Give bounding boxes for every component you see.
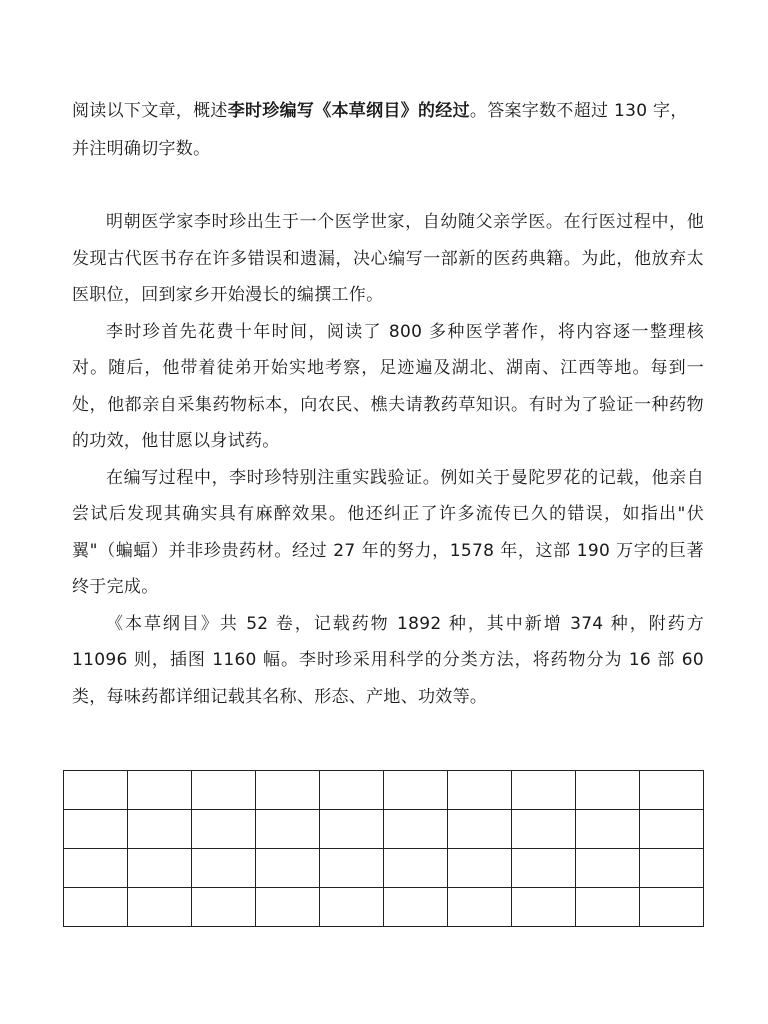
answer-grid-cell[interactable] (128, 888, 192, 927)
prompt-emphasis: 李时珍编写《本草纲目》的经过 (227, 101, 470, 121)
answer-grid-cell[interactable] (576, 771, 640, 810)
question-prompt (72, 92, 704, 168)
answer-grid-cell[interactable] (512, 849, 576, 888)
passage-paragraph-2: 李时珍首先花费十年时间，阅读了 800 多种医学著作，将内容逐一整理核对。随后，他带着徒弟开始实地考察，足迹遍及湖北、湖南、江西等地。每到一处，他都亲自采集药物标本，向农民、樵夫请教药草知识。有时为了验证一种药物的功效，他甘愿以身试药。 (72, 321, 704, 451)
answer-grid-cell[interactable] (448, 888, 512, 927)
answer-grid-cell[interactable] (128, 810, 192, 849)
answer-grid-cell[interactable] (384, 888, 448, 927)
answer-grid-cell[interactable] (576, 888, 640, 927)
answer-grid-cell[interactable] (576, 849, 640, 888)
prompt-text-part1: 阅读以下文章，概述 (72, 101, 228, 121)
answer-grid-cell[interactable] (256, 771, 320, 810)
answer-grid-cell[interactable] (128, 849, 192, 888)
answer-grid-cell[interactable] (640, 849, 704, 888)
answer-grid-cell[interactable] (512, 888, 576, 927)
answer-grid-cell[interactable] (192, 849, 256, 888)
answer-grid-cell[interactable] (192, 888, 256, 927)
reading-passage (72, 204, 704, 715)
answer-grid-cell[interactable] (512, 810, 576, 849)
answer-grid-cell[interactable] (384, 771, 448, 810)
answer-grid-cell[interactable] (192, 810, 256, 849)
answer-grid-row (64, 849, 704, 888)
answer-grid-cell[interactable] (640, 888, 704, 927)
answer-grid-cell[interactable] (256, 810, 320, 849)
answer-grid-cell[interactable] (192, 771, 256, 810)
answer-grid-cell[interactable] (128, 771, 192, 810)
answer-grid (63, 770, 704, 927)
passage-paragraph-1: 明朝医学家李时珍出生于一个医学世家，自幼随父亲学医。在行医过程中，他发现古代医书存在许多错误和遗漏，决心编写一部新的医药典籍。为此，他放弃太医职位，回到家乡开始漫长的编撰工作。 (72, 212, 704, 305)
answer-grid-cell[interactable] (320, 771, 384, 810)
answer-grid-cell[interactable] (64, 810, 128, 849)
answer-grid-cell[interactable] (256, 888, 320, 927)
answer-grid-cell[interactable] (448, 771, 512, 810)
answer-grid-cell[interactable] (320, 849, 384, 888)
passage-paragraph-3: 在编写过程中，李时珍特别注重实践验证。例如关于曼陀罗花的记载，他亲自尝试后发现其确实具有麻醉效果。他还纠正了许多流传已久的错误，如指出"伏翼"（蝙蝠）并非珍贵药材。经过 27 年的努力，1578 年，这部 190 万字的巨著终于完成。 (72, 467, 704, 597)
answer-grid-cell[interactable] (640, 810, 704, 849)
answer-grid-cell[interactable] (512, 771, 576, 810)
passage-paragraph-4: 《本草纲目》共 52 卷，记载药物 1892 种，其中新增 374 种，附药方 11096 则，插图 1160 幅。李时珍采用科学的分类方法，将药物分为 16 部 60 类，每味药都详细记载其名称、形态、产地、功效等。 (72, 613, 704, 707)
answer-grid-cell[interactable] (64, 771, 128, 810)
answer-grid-row (64, 771, 704, 810)
answer-grid-row (64, 888, 704, 927)
answer-grid-cell[interactable] (640, 771, 704, 810)
answer-grid-cell[interactable] (320, 888, 384, 927)
answer-grid-cell[interactable] (448, 810, 512, 849)
answer-grid-cell[interactable] (384, 810, 448, 849)
answer-grid-cell[interactable] (384, 849, 448, 888)
answer-grid-cell[interactable] (256, 849, 320, 888)
answer-grid-cell[interactable] (64, 849, 128, 888)
answer-grid-cell[interactable] (576, 810, 640, 849)
answer-grid-cell[interactable] (320, 810, 384, 849)
prompt-text-part2: 。答案字数不超过 130 字，并注明确切字数。 (72, 101, 688, 159)
answer-grid-cell[interactable] (64, 888, 128, 927)
answer-grid-cell[interactable] (448, 849, 512, 888)
answer-grid-row (64, 810, 704, 849)
